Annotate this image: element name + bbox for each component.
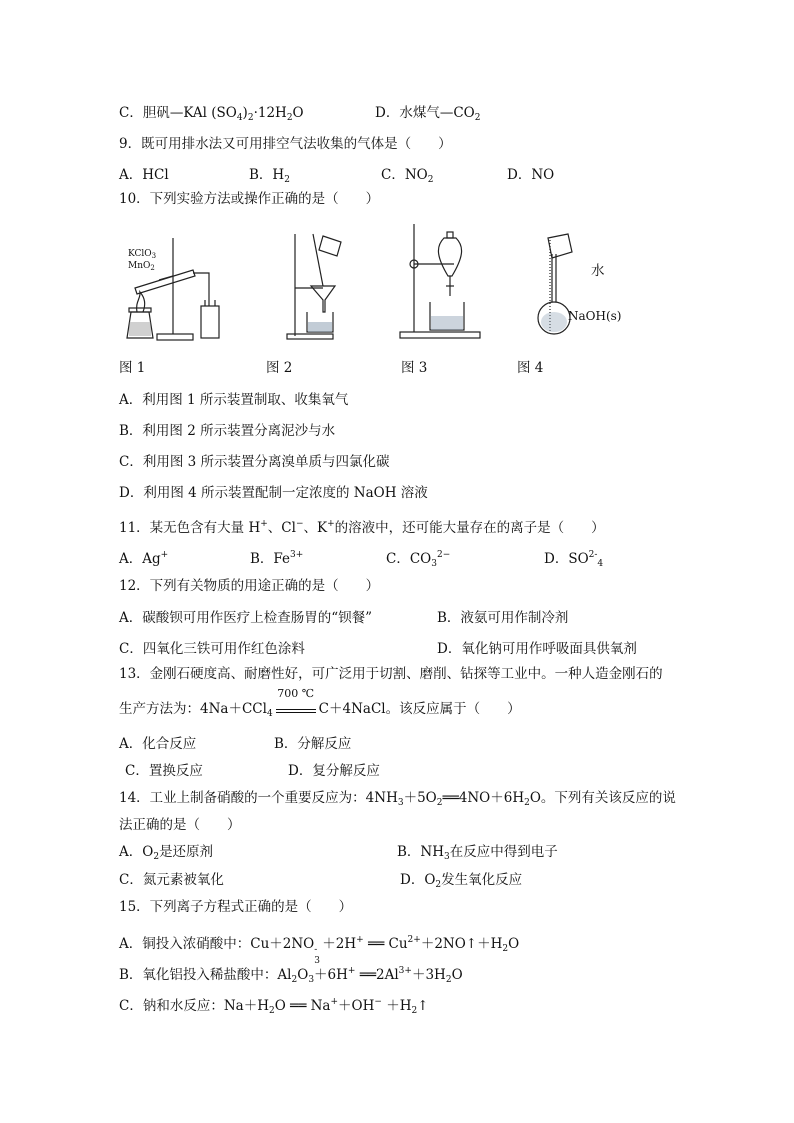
q12-option-c: C．四氧化三铁可用作红色涂料: [119, 641, 305, 657]
q9-stem: 9．既可用排水法又可用排空气法收集的气体是（ ）: [119, 136, 452, 152]
q8-option-c: C．胆矾—KAl $(SO_4)_2\cdot 12H_2O$: [119, 105, 304, 123]
q15-option-b: B．氧化铝投入稀盐酸中：$Al_2O_3+6H^+$ $══2Al^{3+}+3H_2O$: [119, 966, 463, 985]
q14-stem-line2: 法正确的是（ ）: [119, 817, 241, 833]
q14-option-c: C．氮元素被氧化: [119, 872, 224, 888]
q15-stem: 15．下列离子方程式正确的是（ ）: [119, 899, 353, 915]
q10-option-c: C．利用图 3 所示装置分离溴单质与四氯化碳: [119, 454, 390, 470]
q12-option-a: A．碳酸钡可用作医疗上检查肠胃的“钡餐”: [119, 610, 373, 626]
q12-option-d: D．氧化钠可用作呼吸面具供氧剂: [437, 641, 637, 657]
q10-option-b: B．利用图 2 所示装置分离泥沙与水: [119, 423, 336, 439]
q15-option-a: A．铜投入浓硝酸中：Cu＋2NO - 3 ＋2H+ ══ $Cu^{2+}+2NO↑+H_2O$: [119, 935, 520, 966]
q8-option-d: D．水煤气$—CO_2$: [375, 105, 481, 123]
figure-caption-4: 图 4: [517, 360, 544, 376]
q11-option-a: A．Ag+: [119, 550, 169, 567]
q13-stem-line1: 13．金刚石硬度高、耐磨性好，可广泛用于切割、磨削、钻探等工业中。一种人造金刚石的: [119, 666, 663, 682]
figure-1-label-kclo3: KClO$_3$: [128, 249, 157, 260]
q13-reaction-condition: 700 ℃: [277, 687, 315, 700]
figure-2-filtration: [283, 228, 353, 342]
q14-option-b: B．$NH_3$在反应中得到电子: [397, 844, 558, 862]
figure-caption-3: 图 3: [401, 360, 428, 376]
q13-stem-line2: 生产方法为：4Na＋CCl$_4$ 700 ℃ C＋4NaCl。该反应属于（ ）: [119, 687, 521, 719]
q13-option-c: C．置换反应: [125, 763, 203, 779]
q15-option-c: C．钠和水反应：$Na+H_2O$ ══ $Na^++OH^- +H_2↑$: [119, 997, 429, 1016]
q12-option-b: B．液氨可用作制冷剂: [437, 610, 569, 626]
q13-option-b: B．分解反应: [274, 736, 352, 752]
q13-option-a: A．化合反应: [119, 736, 197, 752]
q9-option-a: A．HCl: [119, 167, 169, 183]
figure-4-volumetric-flask: [528, 232, 598, 344]
q11-option-d: D．$SO^{2-}_4$: [544, 550, 604, 569]
q14-option-a: A．$O_2$是还原剂: [119, 844, 214, 862]
q14-option-d: D．$O_2$发生氧化反应: [400, 872, 523, 890]
q10-option-a: A．利用图 1 所示装置制取、收集氧气: [119, 392, 349, 408]
q11-option-c: C．$CO_3^{2-}$: [386, 550, 451, 569]
figure-4-label-water: 水: [591, 263, 605, 279]
q13-option-d: D．复分解反应: [288, 763, 380, 779]
q9-option-d: D．NO: [507, 167, 555, 183]
q10-stem: 10．下列实验方法或操作正确的是（ ）: [119, 191, 380, 207]
q14-stem-line1: 14．工业上制备硝酸的一个重要反应为：$4NH_3+5O_2══4NO+6H_2O$。下列有关该反应的说: [119, 790, 676, 808]
figure-4-label-naoh: NaOH(s): [568, 309, 622, 323]
figure-caption-1: 图 1: [119, 360, 146, 376]
figure-1-label-mno2: MnO$_2$: [128, 261, 155, 272]
q10-option-d: D．利用图 4 所示装置配制一定浓度的 NaOH 溶液: [119, 485, 428, 501]
figure-caption-2: 图 2: [266, 360, 293, 376]
q12-stem: 12．下列有关物质的用途正确的是（ ）: [119, 578, 380, 594]
q11-stem: 11．某无色含有大量 H+、Cl−、K+的溶液中，还可能大量存在的离子是（ ）: [119, 519, 605, 536]
figure-3-separatory-funnel: [396, 220, 486, 344]
q9-option-c: C．$NO_2$: [381, 167, 434, 185]
q9-option-b: B．$H_2$: [249, 167, 290, 185]
q11-option-b: B．$Fe^{3+}$: [250, 550, 304, 567]
